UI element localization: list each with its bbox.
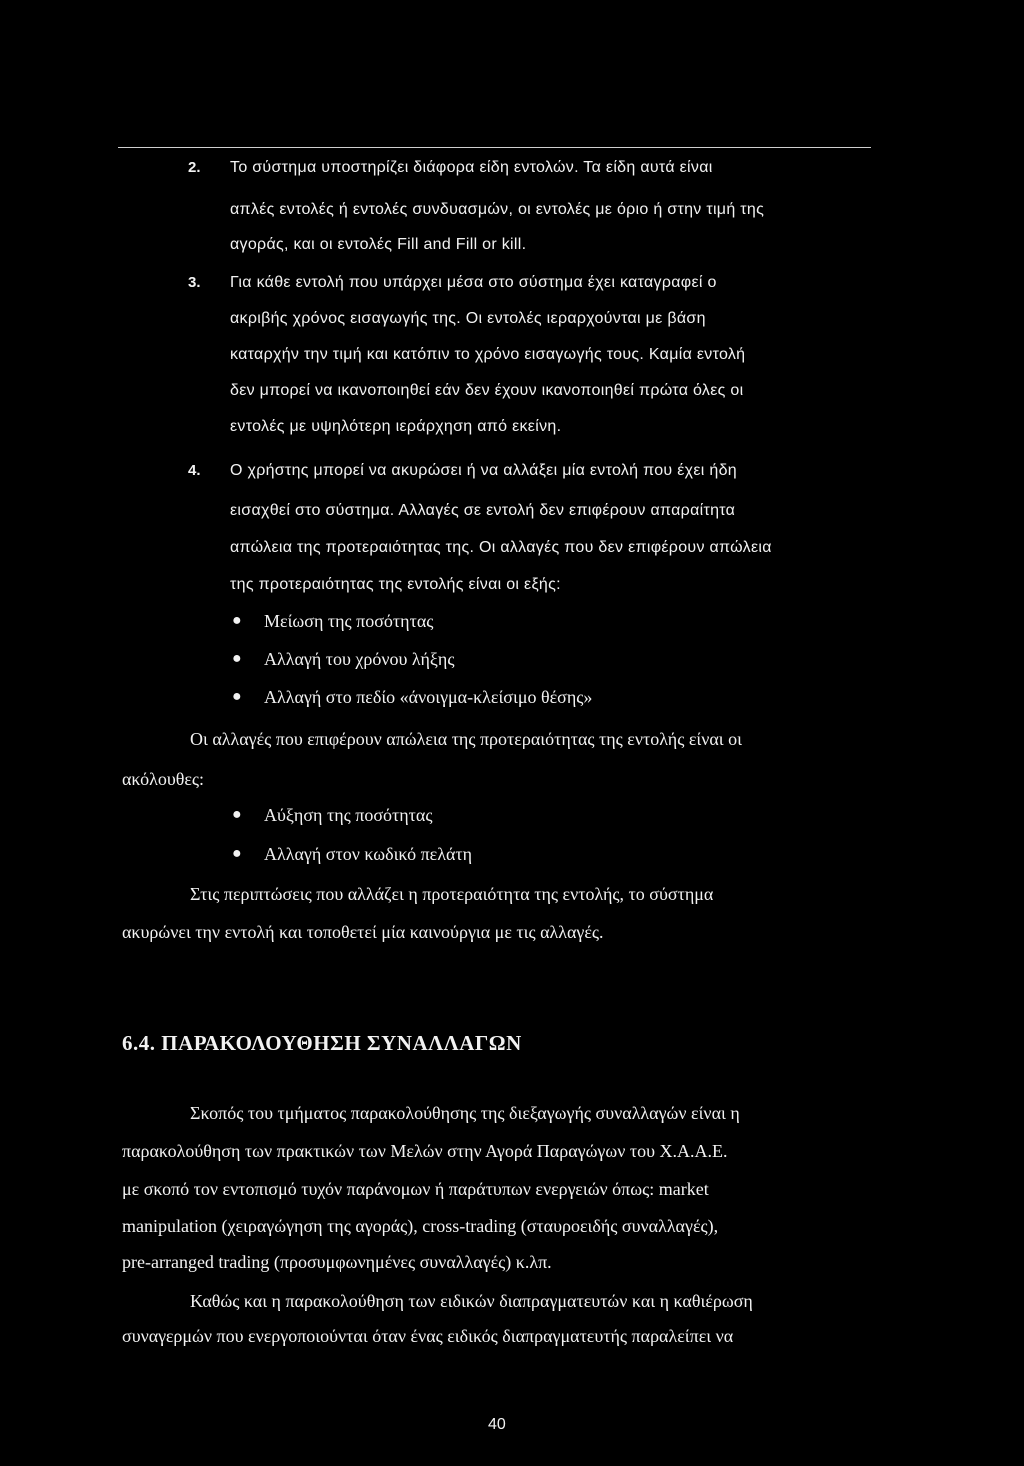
bullet-icon: ● bbox=[232, 650, 242, 667]
paragraph-2-line-1: Καθώς και η παρακολούθηση των ειδικών διαπραγματευτών και η καθιέρωση bbox=[190, 1291, 753, 1311]
bullet-item: Αύξηση της ποσότητας bbox=[264, 805, 433, 825]
bullet-icon: ● bbox=[232, 845, 242, 862]
item-4-line-4: της προτεραιότητας της εντολής είναι οι εξής: bbox=[230, 576, 561, 593]
bullet-item: Αλλαγή στον κωδικό πελάτη bbox=[264, 844, 473, 864]
bullet-icon: ● bbox=[232, 806, 242, 823]
paragraph-1-line-2: παρακολούθηση των πρακτικών των Μελών στην Αγορά Παραγώγων του Χ.Α.Α.Ε. bbox=[122, 1141, 728, 1161]
paragraph-1-line-5: pre-arranged trading (προσυμφωνημένες συναλλαγές) κ.λπ. bbox=[122, 1252, 552, 1272]
paragraph-2-line-2: συναγερμών που ενεργοποιούνται όταν ένας ειδικός διαπραγματευτής παραλείπει να bbox=[122, 1326, 734, 1346]
list-number: 3. bbox=[188, 274, 201, 291]
conclusion-line-1: Στις περιπτώσεις που αλλάζει η προτεραιότητα της εντολής, το σύστημα bbox=[190, 884, 714, 904]
page-number: 40 bbox=[488, 1416, 506, 1433]
item-3-line-3: καταρχήν την τιμή και κατόπιν το χρόνο εισαγωγής τους. Καμία εντολή bbox=[230, 346, 746, 363]
paragraph-1-line-1: Σκοπός του τμήματος παρακολούθησης της διεξαγωγής συναλλαγών είναι η bbox=[190, 1103, 740, 1123]
loss-intro-line-2: ακόλουθες: bbox=[122, 769, 205, 789]
bullet-icon: ● bbox=[232, 688, 242, 705]
item-3-line-4: δεν μπορεί να ικανοποιηθεί εάν δεν έχουν ικανοποιηθεί πρώτα όλες οι bbox=[230, 382, 744, 399]
item-2-line-1: Το σύστημα υποστηρίζει διάφορα είδη εντολών. Τα είδη αυτά είναι bbox=[230, 159, 713, 176]
list-number: 2. bbox=[188, 159, 201, 176]
bullet-item: Μείωση της ποσότητας bbox=[264, 611, 434, 631]
item-3-line-1: Για κάθε εντολή που υπάρχει μέσα στο σύστημα έχει καταγραφεί ο bbox=[230, 274, 717, 291]
bullet-item: Αλλαγή στο πεδίο «άνοιγμα-κλείσιμο θέσης» bbox=[264, 687, 593, 707]
item-3-line-5: εντολές με υψηλότερη ιεράρχηση από εκείνη. bbox=[230, 418, 562, 435]
paragraph-1-line-3: με σκοπό τον εντοπισμό τυχόν παράνομων ή παράτυπων ενεργειών όπως: market bbox=[122, 1179, 709, 1199]
bullet-item: Αλλαγή του χρόνου λήξης bbox=[264, 649, 455, 669]
section-heading: 6.4. ΠΑΡΑΚΟΛΟΥΘΗΣΗ ΣΥΝΑΛΛΑΓΩΝ bbox=[122, 1031, 522, 1055]
item-4-line-3: απώλεια της προτεραιότητας της. Οι αλλαγές που δεν επιφέρουν απώλεια bbox=[230, 539, 772, 556]
item-3-line-2: ακριβής χρόνος εισαγωγής της. Οι εντολές ιεραρχούνται με βάση bbox=[230, 310, 706, 327]
list-number: 4. bbox=[188, 462, 201, 479]
item-2-line-3: αγοράς, και οι εντολές Fill and Fill or kill. bbox=[230, 236, 527, 253]
header-rule bbox=[118, 147, 871, 148]
loss-intro-line-1: Οι αλλαγές που επιφέρουν απώλεια της προτεραιότητας της εντολής είναι οι bbox=[190, 729, 742, 749]
item-2-line-2: απλές εντολές ή εντολές συνδυασμών, οι εντολές με όριο ή στην τιμή της bbox=[230, 201, 765, 218]
item-4-line-1: Ο χρήστης μπορεί να ακυρώσει ή να αλλάξει μία εντολή που έχει ήδη bbox=[230, 462, 737, 479]
conclusion-line-2: ακυρώνει την εντολή και τοποθετεί μία καινούργια με τις αλλαγές. bbox=[122, 922, 604, 942]
paragraph-1-line-4: manipulation (χειραγώγηση της αγοράς), cross-trading (σταυροειδής συναλλαγές), bbox=[122, 1216, 719, 1236]
bullet-icon: ● bbox=[232, 612, 242, 629]
item-4-line-2: εισαχθεί στο σύστημα. Αλλαγές σε εντολή δεν επιφέρουν απαραίτητα bbox=[230, 502, 736, 519]
